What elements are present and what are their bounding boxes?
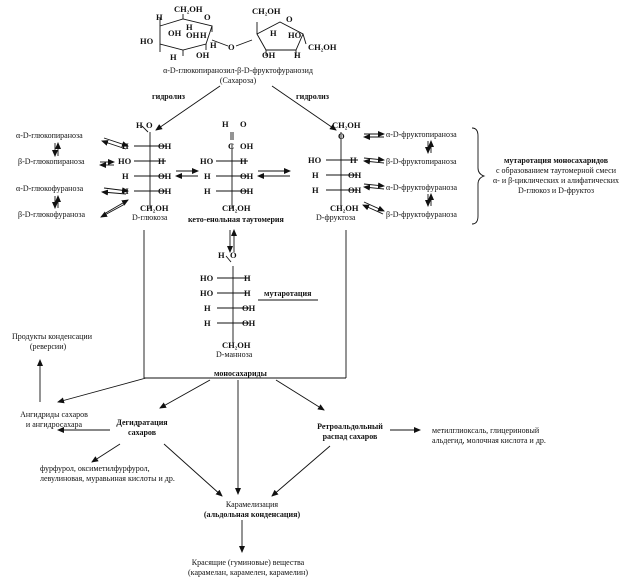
equilibrium-enediol-fructose bbox=[258, 171, 290, 176]
fructose-anomer-beta-pyr: β-D-фруктопираноза bbox=[386, 157, 457, 166]
sucrose-systematic-name: α-D-глюкопиранозил-β-D-фруктофуранозид bbox=[163, 66, 313, 75]
sucrose-glc-h5: H bbox=[210, 40, 217, 50]
sucrose-glc-h3: H bbox=[200, 30, 207, 40]
glucose-r4-left: H bbox=[122, 186, 129, 196]
mannose-r2-left: HO bbox=[200, 288, 214, 298]
fructose-anomer-alpha-fur: α-D-фруктофураноза bbox=[386, 183, 458, 192]
fructose-name: D-фруктоза bbox=[316, 213, 356, 222]
retroaldol-line1: Ретроальдольный bbox=[317, 422, 383, 431]
glucose-r4-right: OH bbox=[158, 186, 172, 196]
glucose-anomer-beta-pyr: β-D-глюкопираноза bbox=[18, 157, 85, 166]
glucose-anomer-beta-fur: β-D-глюкофураноза bbox=[18, 210, 86, 219]
enediol-c1-h: H bbox=[222, 119, 229, 129]
monosaccharides-label: моносахариды bbox=[214, 369, 267, 378]
mannose-name: D-манноза bbox=[216, 350, 253, 359]
mannose-c6: CH₂OH bbox=[222, 340, 251, 350]
fructose-r2-right: OH bbox=[348, 170, 362, 180]
glucose-anomer-alpha-pyr: α-D-глюкопираноза bbox=[16, 131, 83, 140]
sucrose-fru-h1: H bbox=[270, 28, 277, 38]
enediol-r4-right: OH bbox=[240, 186, 254, 196]
sucrose-glc-oh1: OH bbox=[168, 28, 182, 38]
anhydrides-line1: Ангидриды сахаров bbox=[20, 410, 88, 419]
hydrolysis-label-right: гидролиз bbox=[296, 92, 329, 101]
sucrose-fru-ch2oh: CH₂OH bbox=[252, 6, 281, 16]
sucrose-fru-ch2oh-2: CH₂OH bbox=[308, 42, 337, 52]
glucose-anomer-alpha-fur: α-D-глюкофураноза bbox=[16, 184, 84, 193]
sucrose-glc-h2: H bbox=[186, 22, 193, 32]
glucose-r1-left: H bbox=[122, 141, 129, 151]
condensation-products-line2: (реверсии) bbox=[29, 342, 67, 351]
mutarotation-note-title: мутаротация моносахаридов bbox=[503, 156, 609, 165]
fructose-anomer-beta-fur: β-D-фруктофураноза bbox=[386, 210, 457, 219]
glucose-r1-right: OH bbox=[158, 141, 172, 151]
anhydrides-line2: и ангидросахара bbox=[25, 420, 83, 429]
sucrose-glc-oh3: OH bbox=[196, 50, 210, 60]
fructose-c6: CH₂OH bbox=[330, 203, 359, 213]
arrow-to-dehydration bbox=[160, 380, 210, 408]
glucose-r3-right: OH bbox=[158, 171, 172, 181]
mannose-c1-o: O bbox=[230, 250, 237, 260]
mutarotation-brace bbox=[472, 128, 484, 224]
enediol-r2-left: HO bbox=[200, 156, 214, 166]
fructose-c1: CH₂OH bbox=[332, 120, 361, 130]
enediol-c1-o: O bbox=[240, 119, 247, 129]
sucrose-fru-ho: HO bbox=[288, 30, 302, 40]
retroaldol-line2: распад сахаров bbox=[322, 432, 378, 441]
sucrose-fru-oh: OH bbox=[262, 50, 276, 60]
furfurals-line2: левулиновая, муравьиная кислоты и др. bbox=[40, 474, 175, 483]
mannose-r4-left: H bbox=[204, 318, 211, 328]
glucose-r3-left: H bbox=[122, 171, 129, 181]
caramelization-line2: (альдольная конденсация) bbox=[203, 510, 301, 519]
sucrose-glc-h1: H bbox=[156, 12, 163, 22]
glucose-c1-o: O bbox=[146, 120, 153, 130]
fructose-anomer-arrows bbox=[363, 134, 431, 214]
mutarotation-note-line2: α- и β-циклических и алифатических bbox=[492, 176, 620, 185]
mannose-c1-h: H bbox=[218, 250, 225, 260]
glucose-anomer-arrows bbox=[55, 138, 128, 217]
arrow-to-anhydrides bbox=[58, 378, 146, 402]
arrow-to-furfurals bbox=[92, 444, 120, 462]
dehydration-line1: Дегидратация bbox=[116, 418, 168, 427]
dehydration-line2: сахаров bbox=[127, 428, 157, 437]
glucose-c6: CH₂OH bbox=[140, 203, 169, 213]
fructose-r3-right: OH bbox=[348, 185, 362, 195]
colored-products-line2: (карамелан, карамелен, карамелин) bbox=[188, 568, 308, 577]
sucrose-fru-ring-o: O bbox=[286, 14, 293, 24]
glucose-r2-right: H bbox=[158, 156, 165, 166]
mannose-r4-right: OH bbox=[242, 318, 256, 328]
glucose-name: D-глюкоза bbox=[132, 213, 168, 222]
equilibrium-enediol-mannose bbox=[230, 230, 234, 252]
sucrose-glc-oh2: OH bbox=[186, 30, 200, 40]
arrow-to-retroaldol bbox=[276, 380, 324, 410]
glucose-c1-h: H bbox=[136, 120, 143, 130]
enediol-c2: C bbox=[228, 141, 235, 151]
arrow-dehydration-caramelization bbox=[164, 444, 222, 496]
mannose-r3-right: OH bbox=[242, 303, 256, 313]
enediol-r3-right: OH bbox=[240, 171, 254, 181]
enediol-c2-oh: OH bbox=[240, 141, 254, 151]
mannose-r3-left: H bbox=[204, 303, 211, 313]
enediol-r2-right: H bbox=[240, 156, 247, 166]
mannose-r2-right: H bbox=[244, 288, 251, 298]
mutarotation-note-line1: с образованием таутомерной смеси bbox=[495, 166, 617, 175]
enediol-r4-left: H bbox=[204, 186, 211, 196]
sucrose-trivial-name: (Сахароза) bbox=[219, 76, 257, 85]
fructose-anomer-alpha-pyr: α-D-фруктопираноза bbox=[386, 130, 457, 139]
glycosidic-oxygen: O bbox=[228, 42, 235, 52]
furfurals-line1: фурфурол, оксиметилфурфурол, bbox=[40, 464, 150, 473]
mannose-fischer-skeleton bbox=[217, 256, 249, 344]
mutarotation-note-line3: D-глюкоз и D-фруктоз bbox=[517, 186, 595, 195]
fructose-r1-right: H bbox=[350, 155, 357, 165]
fructose-r1-left: HO bbox=[308, 155, 322, 165]
glucose-r2-left: HO bbox=[118, 156, 132, 166]
sucrose-glc-ho: HO bbox=[140, 36, 154, 46]
mannose-r1-left: HO bbox=[200, 273, 214, 283]
condensation-products-line1: Продукты конденсации bbox=[12, 332, 92, 341]
glycosidic-link bbox=[236, 40, 252, 46]
sucrose-glc-ring-o: O bbox=[204, 12, 211, 22]
enediol-c6: CH₂OH bbox=[222, 203, 251, 213]
arrow-retroaldol-caramelization bbox=[272, 446, 330, 496]
sucrose-glc-h4: H bbox=[170, 52, 177, 62]
sucrose-fru-h2: H bbox=[294, 50, 301, 60]
equilibrium-glucose-enediol bbox=[176, 171, 198, 176]
retroaldol-products-line2: альдегид, молочная кислота и др. bbox=[432, 436, 546, 445]
enediol-name: кето-енольная таутомерия bbox=[188, 215, 284, 224]
enediol-r3-left: H bbox=[204, 171, 211, 181]
colored-products-line1: Красящие (гуминовые) вещества bbox=[191, 558, 305, 567]
caramelization-line1: Карамелизация bbox=[225, 500, 279, 509]
mannose-mutarotation: мутаротация bbox=[264, 289, 312, 298]
mannose-r1-right: H bbox=[244, 273, 251, 283]
fructose-r2-left: H bbox=[312, 170, 319, 180]
fructose-c2-o: O bbox=[338, 131, 345, 141]
retroaldol-products-line1: метилглиоксаль, глицериновый bbox=[432, 426, 540, 435]
sucrose-glc-ch2oh: CH₂OH bbox=[174, 4, 203, 14]
hydrolysis-label-left: гидролиз bbox=[152, 92, 185, 101]
fructose-r3-left: H bbox=[312, 185, 319, 195]
